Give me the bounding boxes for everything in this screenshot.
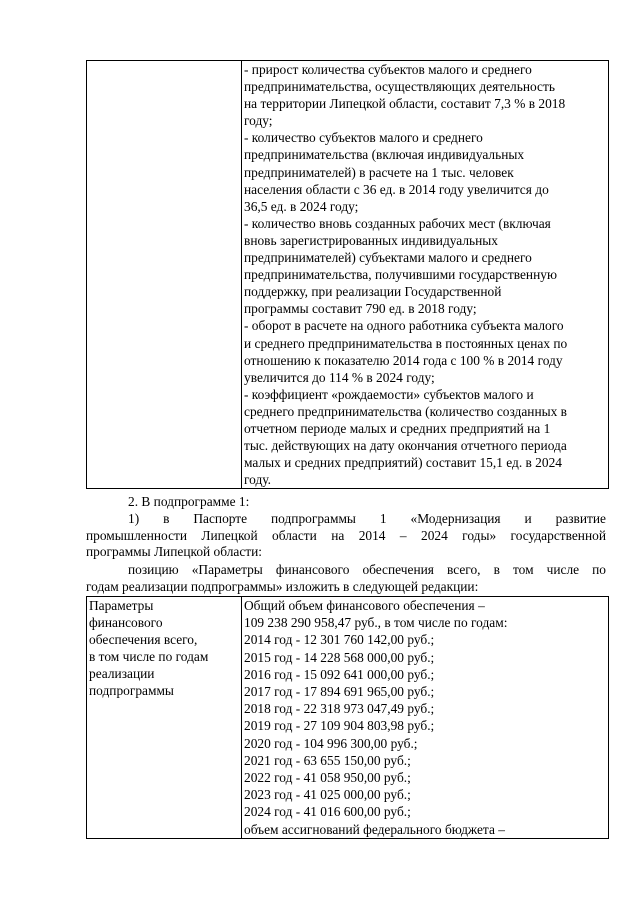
cell-line: объем ассигнований федерального бюджета – [244,821,505,837]
item-1-paragraph [86,511,606,561]
cell-line: в том числе по годам [89,649,209,665]
cell-line: поддержку, при реализации Государственной [244,284,502,300]
cell-line: предпринимательства (включая индивидуальных [244,147,525,163]
cell-line: 2021 год - 63 655 150,00 руб.; [244,752,411,768]
cell-line: - прирост количества субъектов малого и среднего [244,62,532,77]
table-row [87,61,609,489]
cell-line: на территории Липецкой области, составит 7,3 % в 2018 [244,96,566,112]
cell-line: тыс. действующих на дату окончания отчетного периода [244,438,567,454]
cell-line: и среднего предпринимательства в постоянных ценах по [244,335,568,351]
cell-line: 2016 год - 15 092 641 000,00 руб.; [244,666,435,682]
cell-line: 2017 год - 17 894 691 965,00 руб.; [244,684,435,700]
cell-line: 36,5 ед. в 2024 году; [244,198,359,214]
paragraph-line: программы Липецкой области: [86,544,263,559]
cell-line: году; [244,113,273,129]
cell-line: малых и средних предприятий) составит 15,1 ед. в 2024 [244,455,562,471]
cell-line: 2023 год - 41 025 000,00 руб.; [244,787,411,803]
cell-line: обеспечения всего, [89,632,198,648]
cell-line: финансового [89,615,163,631]
paragraph-line: 1) в Паспорте подпрограммы 1 «Модернизация и развитие [128,511,606,526]
cell-line: населения области с 36 ед. в 2014 году увеличится до [244,181,549,197]
cell-line: - оборот в расчете на одного работника субъекта малого [244,318,564,334]
parameter-name-cell [87,597,242,839]
cell-line: вновь зарегистрированных индивидуальных [244,232,499,248]
paragraph-line: промышленности Липецкой области на 2014 – 2024 годы» государственной [86,527,606,543]
passport-indicators-table [86,60,609,489]
position-paragraph [86,562,606,595]
financing-amounts-cell [242,597,609,839]
cell-line: году. [244,472,271,488]
cell-line: программы составит 790 ед. в 2018 году; [244,301,477,317]
cell-line: предпринимателей) субъектами малого и среднего [244,250,532,266]
cell-line: предпринимательства, осуществляющих деятельность [244,79,555,95]
cell-line: - количество субъектов малого и среднего [244,130,483,146]
cell-line: предпринимательства, получившими государственную [244,267,557,283]
section-heading-block [86,494,606,511]
cell-line: отчетном периоде малых и средних предприятий на 1 [244,420,551,436]
cell-line: среднего предпринимательства (количество созданных в [244,403,567,419]
cell-line: 2014 год - 12 301 760 142,00 руб.; [244,632,435,648]
cell-line: 2020 год - 104 996 300,00 руб.; [244,735,418,751]
cell-line: 109 238 290 958,47 руб., в том числе по годам: [244,615,508,631]
paragraph-line: позицию «Параметры финансового обеспечения всего, в том числе по [128,562,606,577]
cell-line: - коэффициент «рождаемости» субъектов малого и [244,386,534,402]
table-cell-empty [87,61,242,489]
section-heading: 2. В подпрограмме 1: [128,494,250,509]
cell-line: предпринимателей) в расчете на 1 тыс. человек [244,164,514,180]
indicators-cell [242,61,609,489]
cell-line: Параметры [89,598,154,613]
cell-line: подпрограммы [89,683,174,699]
cell-line: увеличится до 114 % в 2024 году; [244,369,435,385]
cell-line: 2015 год - 14 228 568 000,00 руб.; [244,649,435,665]
paragraph-line: годам реализации подпрограммы» изложить в следующей редакции: [86,578,479,594]
cell-line: 2024 год - 41 016 600,00 руб.; [244,804,411,820]
cell-line: 2019 год - 27 109 904 803,98 руб.; [244,718,435,734]
cell-line: Общий объем финансового обеспечения – [244,598,485,613]
cell-line: 2022 год - 41 058 950,00 руб.; [244,770,411,786]
cell-line: 2018 год - 22 318 973 047,49 руб.; [244,701,435,717]
table-row [87,597,609,839]
cell-line: реализации [89,666,155,682]
cell-line: - количество вновь созданных рабочих мест (включая [244,215,551,231]
financing-parameters-table [86,596,609,839]
cell-line: отношению к показателю 2014 года с 100 % в 2014 году [244,352,563,368]
